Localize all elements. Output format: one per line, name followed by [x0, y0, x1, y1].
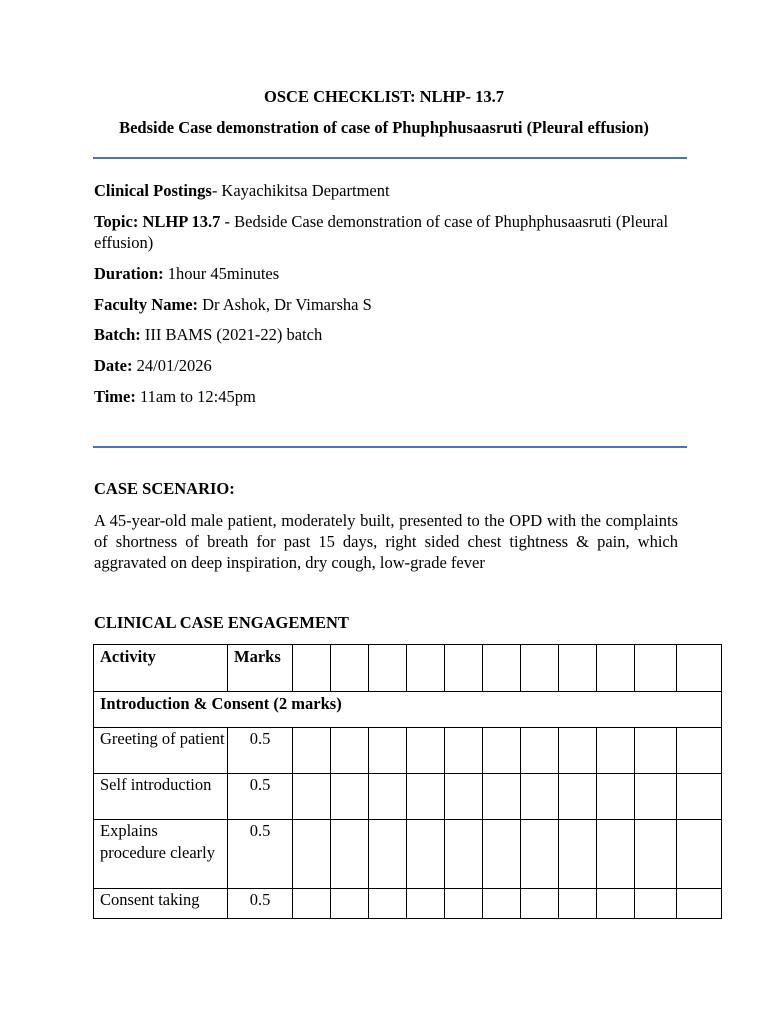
score-cell[interactable]: [407, 645, 445, 692]
score-cell[interactable]: [635, 889, 677, 919]
score-cell[interactable]: [677, 889, 722, 919]
document-subtitle: Bedside Case demonstration of case of Phuphphusaasruti (Pleural effusion): [119, 118, 649, 137]
date-value: 24/01/2026: [132, 356, 212, 375]
score-cell[interactable]: [293, 820, 331, 889]
clinical-postings-line: [94, 180, 688, 201]
topic-line: [94, 211, 674, 253]
score-cell[interactable]: [293, 774, 331, 820]
score-cell[interactable]: [521, 774, 559, 820]
score-cell[interactable]: [407, 889, 445, 919]
divider-middle: [93, 446, 687, 448]
score-cell[interactable]: [331, 820, 369, 889]
time-value: 11am to 12:45pm: [135, 387, 256, 406]
score-cell[interactable]: [445, 645, 483, 692]
score-cell[interactable]: [635, 774, 677, 820]
batch-line: [94, 324, 688, 345]
score-cell[interactable]: [445, 774, 483, 820]
score-cell[interactable]: [597, 889, 635, 919]
section-row: [94, 692, 722, 728]
score-cell[interactable]: [331, 728, 369, 774]
clinical-postings-label: Clinical Postings: [94, 181, 212, 200]
score-cell[interactable]: [331, 645, 369, 692]
score-cell[interactable]: [521, 889, 559, 919]
score-cell[interactable]: [677, 774, 722, 820]
score-cell[interactable]: [369, 774, 407, 820]
activity-cell: Greeting of patient: [94, 728, 228, 774]
score-cell[interactable]: [369, 645, 407, 692]
faculty-value: Dr Ashok, Dr Vimarsha S: [198, 295, 372, 314]
score-cell[interactable]: [521, 820, 559, 889]
score-cell[interactable]: [483, 774, 521, 820]
engagement-heading: CLINICAL CASE ENGAGEMENT: [94, 613, 349, 632]
score-cell[interactable]: [635, 820, 677, 889]
batch-label: Batch:: [94, 325, 141, 344]
marks-column-header: Marks: [228, 645, 293, 692]
score-cell[interactable]: [559, 645, 597, 692]
section-title: Introduction & Consent (2 marks): [94, 692, 722, 728]
score-cell[interactable]: [369, 820, 407, 889]
date-line: [94, 355, 688, 376]
score-cell[interactable]: [559, 728, 597, 774]
duration-value: 1hour 45minutes: [163, 264, 280, 283]
score-cell[interactable]: [677, 820, 722, 889]
score-cell[interactable]: [331, 889, 369, 919]
score-cell[interactable]: [293, 728, 331, 774]
score-cell[interactable]: [635, 645, 677, 692]
divider-top: [93, 157, 687, 159]
score-cell[interactable]: [407, 820, 445, 889]
score-cell[interactable]: [559, 820, 597, 889]
topic-value: - Bedside Case demonstration of case of Phuphphusaasruti (Pleural effusion): [94, 212, 669, 252]
marks-cell: 0.5: [228, 820, 293, 889]
table-row: [94, 728, 722, 774]
score-cell[interactable]: [369, 728, 407, 774]
faculty-line: [94, 294, 688, 315]
marks-cell: 0.5: [228, 728, 293, 774]
time-line: [94, 386, 688, 407]
score-cell[interactable]: [597, 820, 635, 889]
score-cell[interactable]: [677, 645, 722, 692]
score-cell[interactable]: [521, 645, 559, 692]
table-row: [94, 889, 722, 919]
score-cell[interactable]: [331, 774, 369, 820]
score-cell[interactable]: [369, 889, 407, 919]
score-cell[interactable]: [559, 774, 597, 820]
clinical-postings-value: - Kayachikitsa Department: [211, 181, 390, 200]
topic-label: Topic: NLHP 13.7: [94, 212, 221, 231]
marks-cell: 0.5: [228, 889, 293, 919]
table-row: [94, 774, 722, 820]
score-cell[interactable]: [597, 645, 635, 692]
marks-cell: 0.5: [228, 774, 293, 820]
score-cell[interactable]: [483, 820, 521, 889]
activity-column-header: Activity: [94, 645, 228, 692]
score-cell[interactable]: [483, 645, 521, 692]
duration-label: Duration:: [94, 264, 164, 283]
score-cell[interactable]: [407, 774, 445, 820]
score-cell[interactable]: [635, 728, 677, 774]
score-cell[interactable]: [677, 728, 722, 774]
time-label: Time:: [94, 387, 136, 406]
document-title: OSCE CHECKLIST: NLHP- 13.7: [264, 87, 504, 106]
engagement-table: [93, 644, 722, 919]
activity-cell: Explains procedure clearly: [94, 820, 228, 889]
activity-cell: Consent taking: [94, 889, 228, 919]
score-cell[interactable]: [445, 820, 483, 889]
score-cell[interactable]: [597, 774, 635, 820]
table-row: [94, 820, 722, 889]
table-header-row: [94, 645, 722, 692]
batch-value: III BAMS (2021-22) batch: [140, 325, 323, 344]
case-scenario-text: A 45-year-old male patient, moderately built, presented to the OPD with the complaints of shortness of breath for past 15 days, right sided chest tightness & pain, which aggravated on deep inspiration, dry cough, low-grade fever: [94, 511, 678, 572]
duration-line: [94, 263, 688, 284]
score-cell[interactable]: [407, 728, 445, 774]
date-label: Date:: [94, 356, 133, 375]
activity-cell: Self introduction: [94, 774, 228, 820]
score-cell[interactable]: [597, 728, 635, 774]
score-cell[interactable]: [483, 728, 521, 774]
score-cell[interactable]: [483, 889, 521, 919]
score-cell[interactable]: [521, 728, 559, 774]
score-cell[interactable]: [293, 889, 331, 919]
faculty-label: Faculty Name:: [94, 295, 199, 314]
score-cell[interactable]: [445, 728, 483, 774]
score-cell[interactable]: [559, 889, 597, 919]
case-scenario-heading: CASE SCENARIO:: [94, 479, 235, 498]
score-cell[interactable]: [293, 645, 331, 692]
score-cell[interactable]: [445, 889, 483, 919]
